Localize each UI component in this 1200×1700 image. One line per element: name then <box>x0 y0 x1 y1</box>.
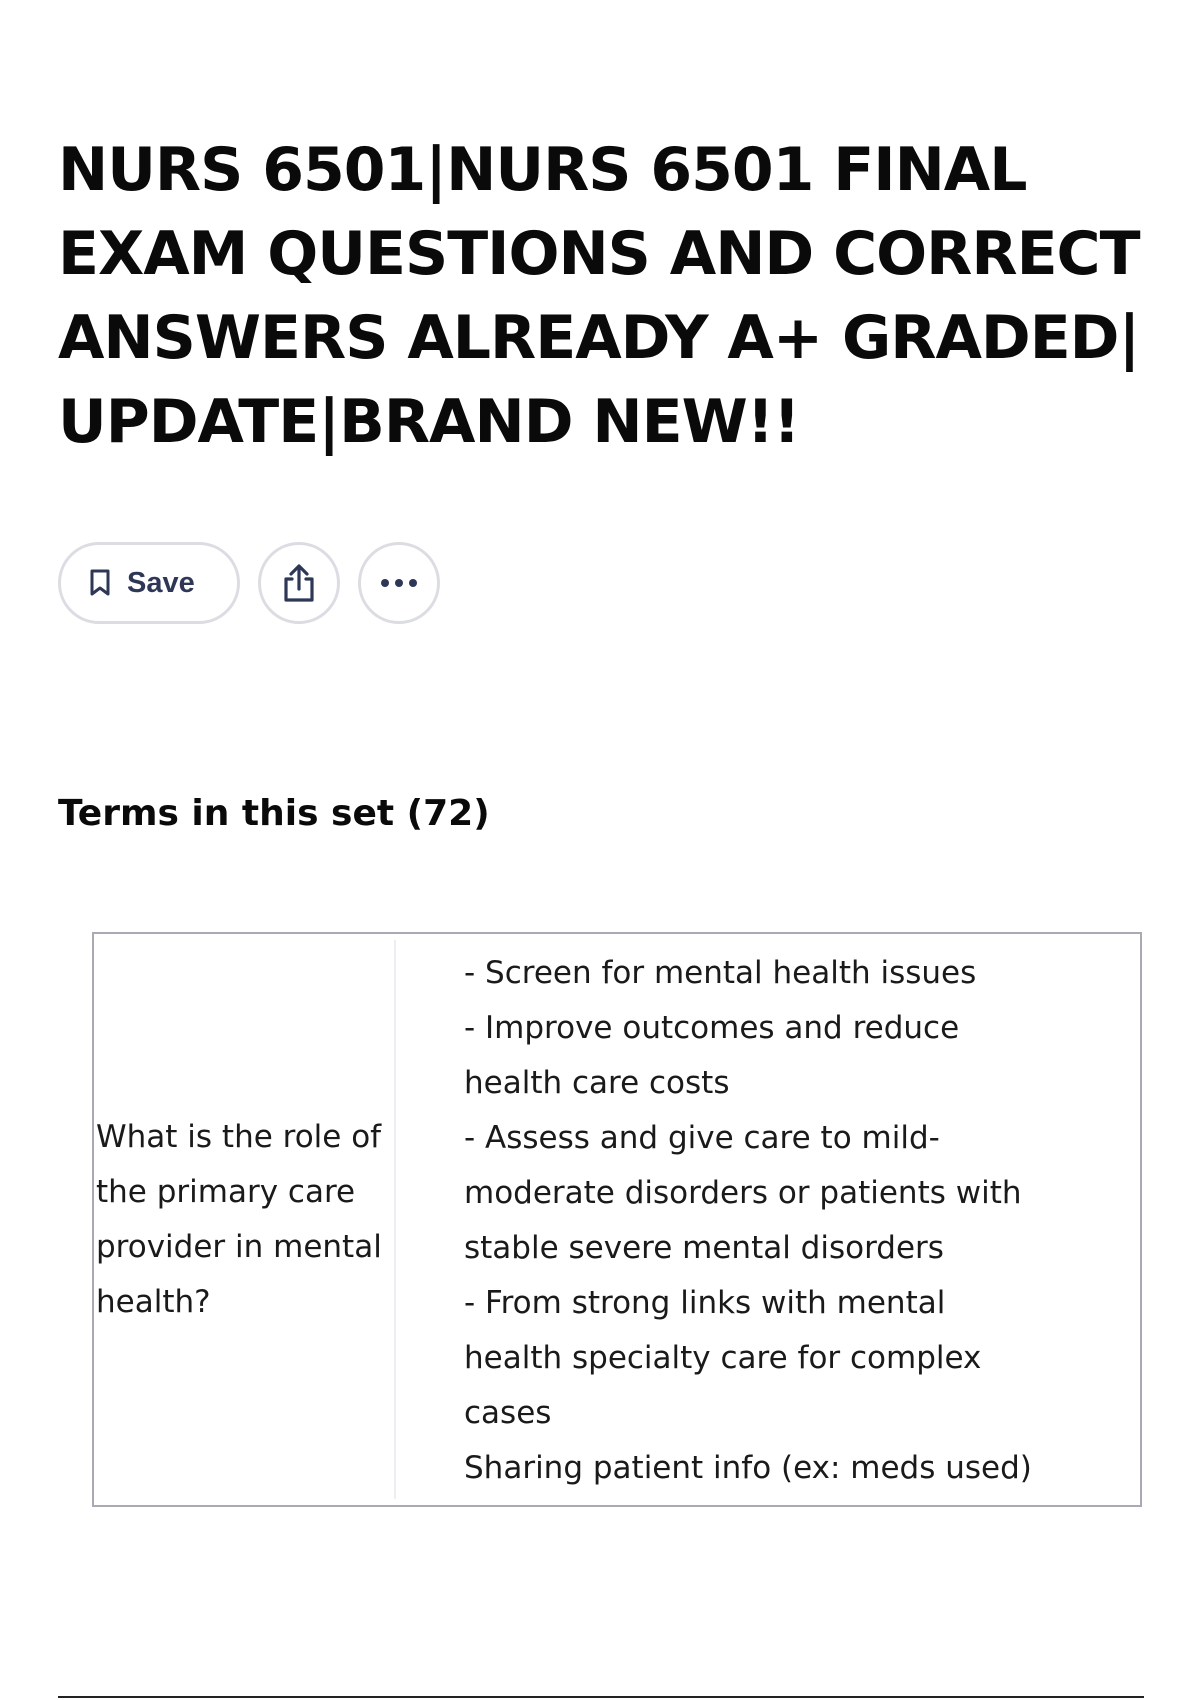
definition-line: Sharing patient info (ex: meds used) <box>464 1450 1032 1486</box>
definition-line: health specialty care for complex <box>464 1340 982 1376</box>
definition-line: - From strong links with mental <box>464 1285 946 1321</box>
definition-cell <box>396 934 1140 1505</box>
terms-count-heading: Terms in this set (72) <box>58 793 490 834</box>
definition-line: health care costs <box>464 1065 730 1101</box>
save-button-label: Save <box>127 566 195 599</box>
definition-line: - Screen for mental health issues <box>464 955 977 991</box>
section-divider <box>58 1696 1144 1698</box>
definition-line: stable severe mental disorders <box>464 1230 944 1266</box>
definition-line: - Improve outcomes and reduce <box>464 1010 960 1046</box>
save-button[interactable] <box>58 542 240 624</box>
more-options-icon <box>379 578 419 588</box>
action-bar <box>58 542 440 624</box>
definition-line: - Assess and give care to mild- <box>464 1120 940 1156</box>
more-options-button[interactable] <box>358 542 440 624</box>
term-text: What is the role of the primary care provider in mental health? <box>96 1118 382 1320</box>
term-card <box>92 932 1142 1507</box>
share-button[interactable] <box>258 542 340 624</box>
share-icon <box>281 563 317 603</box>
definition-line: cases <box>464 1395 552 1431</box>
definition-line: moderate disorders or patients with <box>464 1175 1022 1211</box>
term-cell <box>94 934 394 1505</box>
bookmark-icon <box>89 569 111 597</box>
page-title: NURS 6501|NURS 6501 FINAL EXAM QUESTIONS AND CORRECT ANSWERS ALREADY A+ GRADED| UPDATE|BRAND NEW!! <box>58 135 1140 457</box>
